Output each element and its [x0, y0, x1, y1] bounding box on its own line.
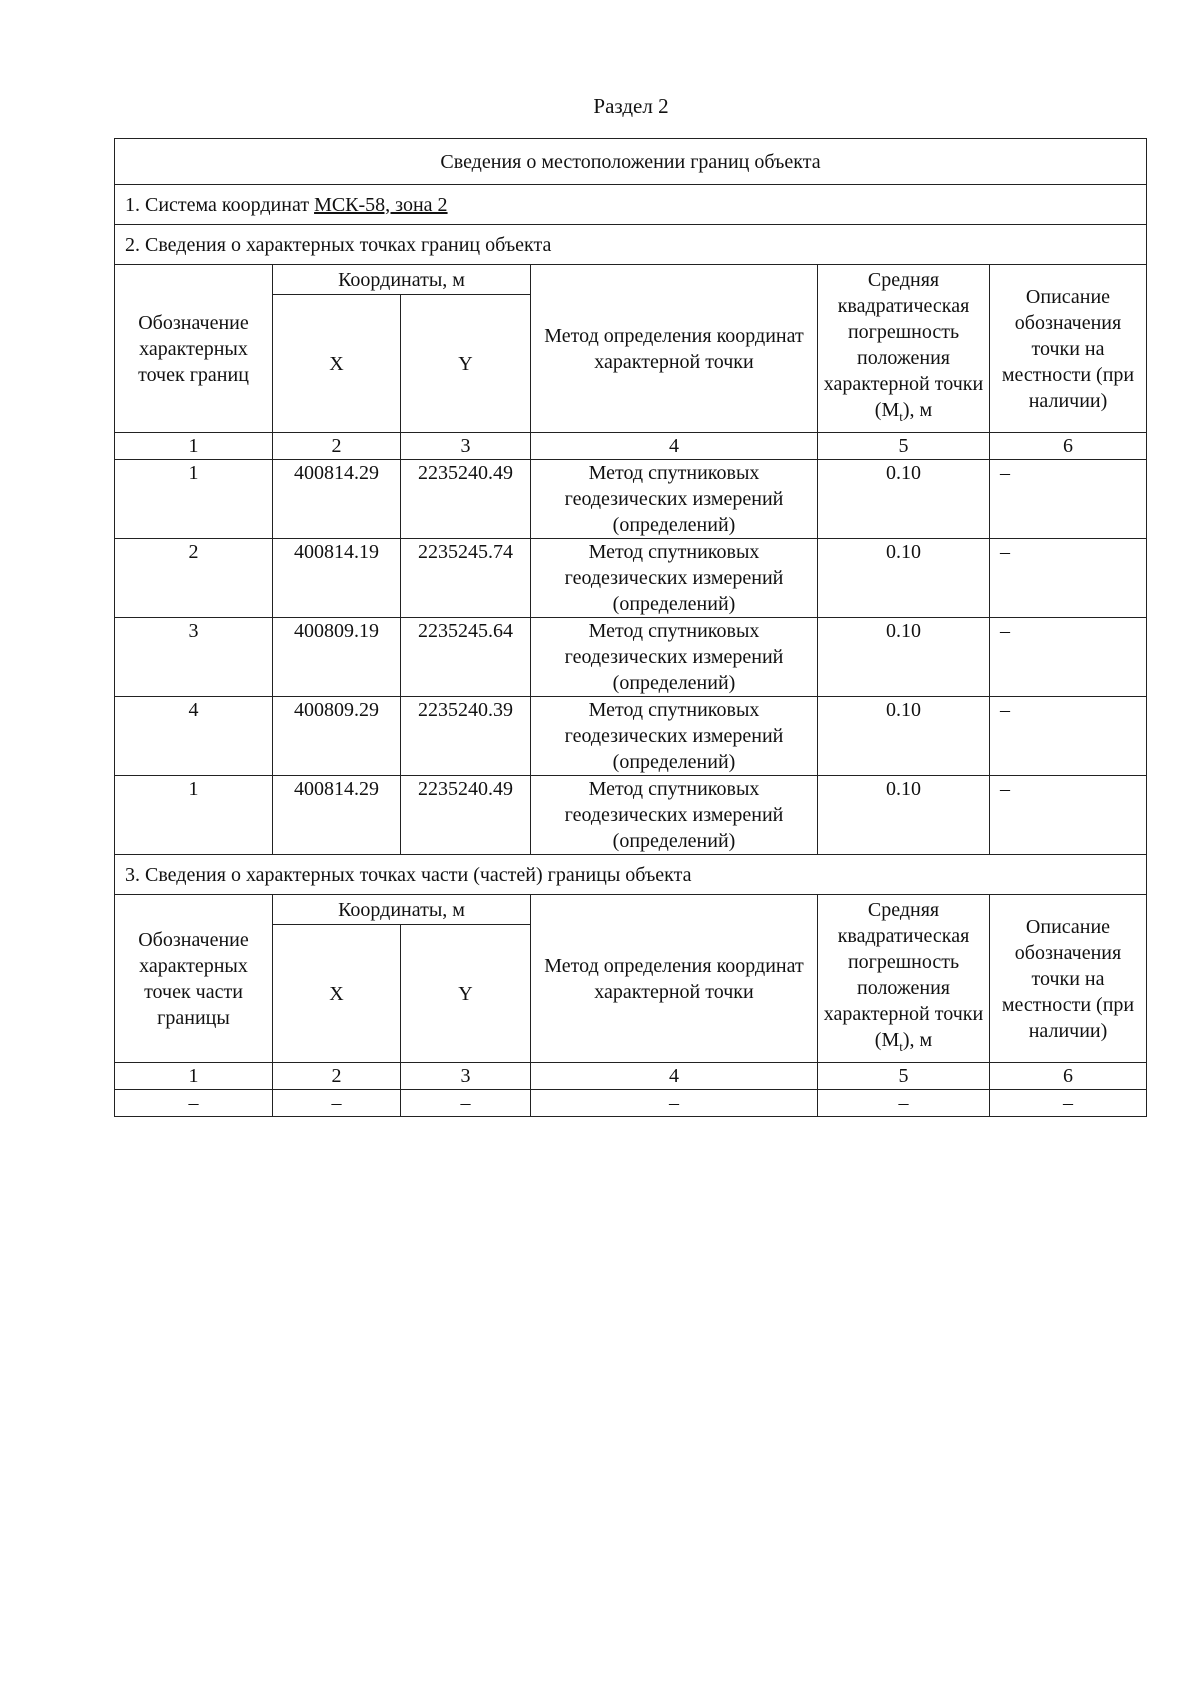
column-number: 3	[401, 433, 531, 460]
s2-header-coords: Координаты, м	[273, 265, 531, 295]
s3-header-coords: Координаты, м	[273, 895, 531, 925]
coord-y: 2235240.49	[401, 460, 531, 539]
boundary-table	[114, 138, 1147, 1117]
s3-header-error-tail: ), м	[902, 1029, 933, 1051]
coord-x: 400814.29	[273, 460, 401, 539]
point-number: 2	[115, 539, 273, 618]
s2-header-y: Y	[401, 295, 531, 433]
table-row	[115, 539, 1147, 618]
section3-title: 3. Сведения о характерных точках части (частей) границы объекта	[115, 855, 1147, 895]
column-number: 1	[115, 1063, 273, 1090]
s3-cell-method: –	[531, 1090, 818, 1117]
table-title: Сведения о местоположении границ объекта	[115, 139, 1147, 185]
error-value: 0.10	[818, 460, 990, 539]
s2-header-designation: Обозначение характерных точек границ	[115, 265, 273, 433]
s2-column-numbers	[115, 433, 1147, 460]
s2-header-method: Метод определения координат характерной точки	[531, 265, 818, 433]
s3-cell-desc: –	[990, 1090, 1147, 1117]
description: –	[990, 697, 1147, 776]
coord-x: 400809.19	[273, 618, 401, 697]
column-number: 6	[990, 1063, 1147, 1090]
point-number: 1	[115, 776, 273, 855]
method: Метод спутниковых геодезических измерений (определений)	[531, 460, 818, 539]
s3-header-method: Метод определения координат характерной точки	[531, 895, 818, 1063]
table-row	[115, 776, 1147, 855]
s2-header-description: Описание обозначения точки на местности (при наличии)	[990, 265, 1147, 433]
s2-header-error-main: Средняя квадратическая погрешность положения характерной точки (M	[823, 269, 984, 421]
column-number: 5	[818, 1063, 990, 1090]
s3-cell-y: –	[401, 1090, 531, 1117]
column-number: 2	[273, 433, 401, 460]
point-number: 1	[115, 460, 273, 539]
coord-x: 400814.19	[273, 539, 401, 618]
s2-header-error	[818, 265, 990, 433]
error-value: 0.10	[818, 697, 990, 776]
point-number: 3	[115, 618, 273, 697]
error-value: 0.10	[818, 776, 990, 855]
s3-header-error-main: Средняя квадратическая погрешность положения характерной точки (M	[823, 899, 984, 1051]
point-number: 4	[115, 697, 273, 776]
coord-system-prefix: 1. Система координат	[125, 193, 315, 216]
s3-header-y: Y	[401, 925, 531, 1063]
table-row	[115, 1090, 1147, 1117]
coord-system-value: МСК-58, зона 2	[314, 193, 448, 216]
s2-header-error-sub: t	[899, 409, 903, 424]
s3-header-description: Описание обозначения точки на местности (при наличии)	[990, 895, 1147, 1063]
error-value: 0.10	[818, 618, 990, 697]
table-row	[115, 618, 1147, 697]
section-label: Раздел 2	[593, 94, 669, 118]
coord-y: 2235245.74	[401, 539, 531, 618]
method: Метод спутниковых геодезических измерений (определений)	[531, 776, 818, 855]
coord-system-row	[115, 185, 1147, 225]
error-value: 0.10	[818, 539, 990, 618]
column-number: 4	[531, 433, 818, 460]
coord-x: 400809.29	[273, 697, 401, 776]
method: Метод спутниковых геодезических измерений (определений)	[531, 618, 818, 697]
column-number: 6	[990, 433, 1147, 460]
description: –	[990, 539, 1147, 618]
coord-y: 2235240.39	[401, 697, 531, 776]
s3-cell-x: –	[273, 1090, 401, 1117]
method: Метод спутниковых геодезических измерений (определений)	[531, 697, 818, 776]
coord-y: 2235240.49	[401, 776, 531, 855]
method: Метод спутниковых геодезических измерений (определений)	[531, 539, 818, 618]
coord-y: 2235245.64	[401, 618, 531, 697]
section2-title: 2. Сведения о характерных точках границ объекта	[115, 225, 1147, 265]
description: –	[990, 460, 1147, 539]
s3-header-error-sub: t	[899, 1039, 903, 1054]
s3-cell-point: –	[115, 1090, 273, 1117]
table-row	[115, 697, 1147, 776]
column-number: 3	[401, 1063, 531, 1090]
s2-header-error-tail: ), м	[902, 399, 933, 421]
column-number: 1	[115, 433, 273, 460]
coord-x: 400814.29	[273, 776, 401, 855]
s3-cell-error: –	[818, 1090, 990, 1117]
s3-header-designation: Обозначение характерных точек части границы	[115, 895, 273, 1063]
column-number: 5	[818, 433, 990, 460]
s3-header-error	[818, 895, 990, 1063]
table-row	[115, 460, 1147, 539]
s3-column-numbers	[115, 1063, 1147, 1090]
description: –	[990, 618, 1147, 697]
description: –	[990, 776, 1147, 855]
s3-header-x: X	[273, 925, 401, 1063]
column-number: 4	[531, 1063, 818, 1090]
s2-header-x: X	[273, 295, 401, 433]
column-number: 2	[273, 1063, 401, 1090]
